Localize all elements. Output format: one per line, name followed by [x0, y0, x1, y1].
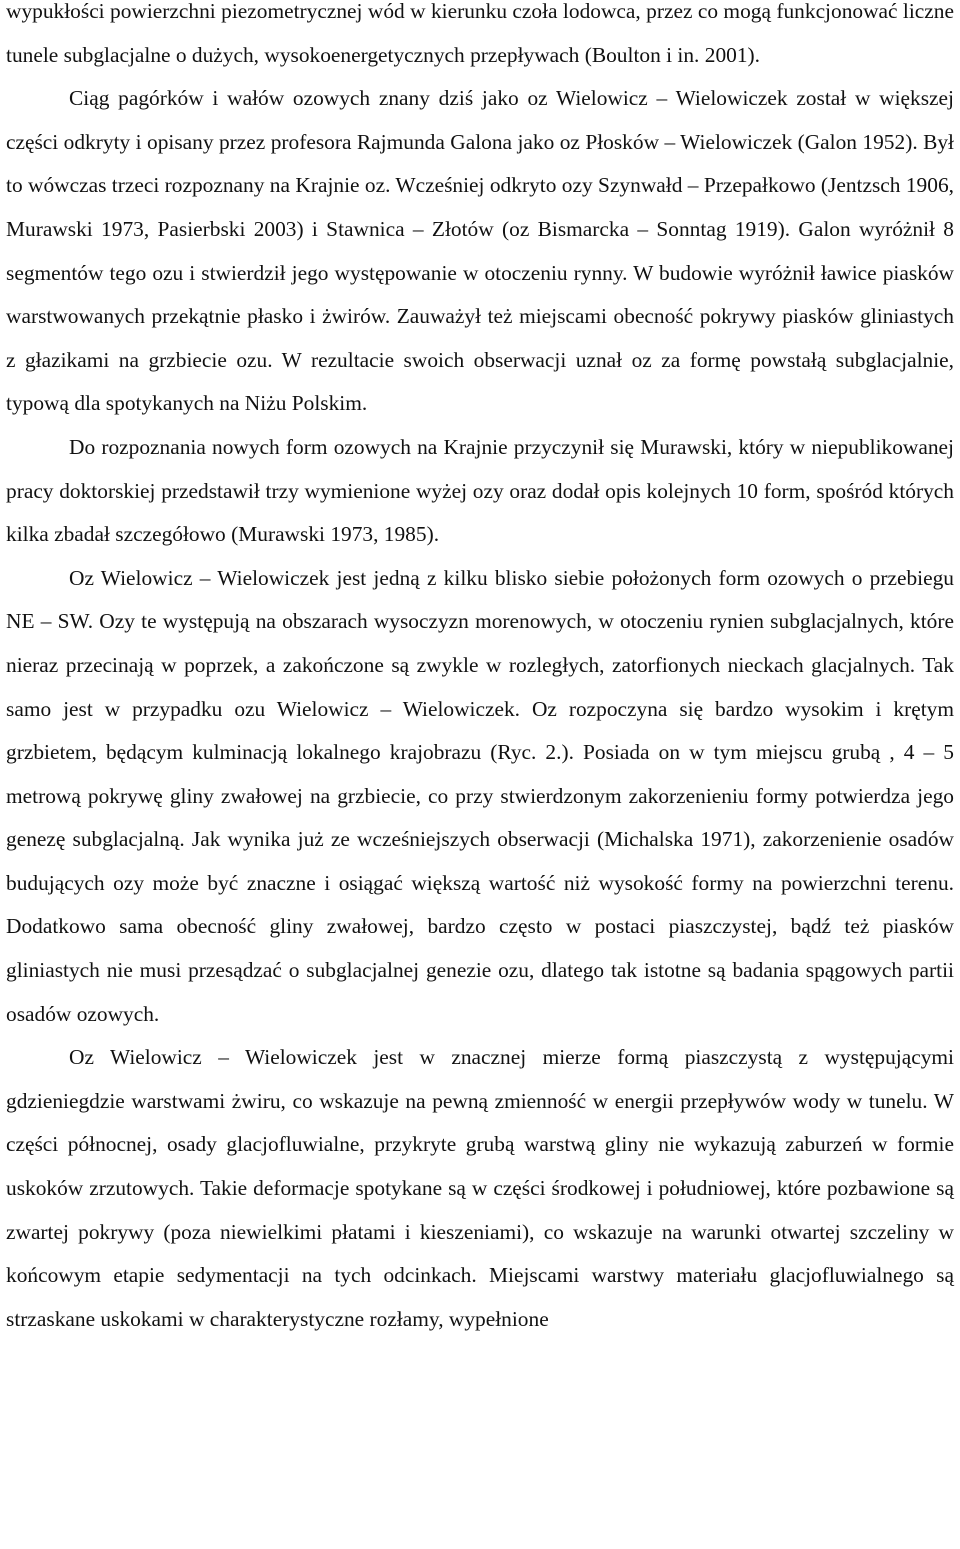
paragraph-oz-sediments: Oz Wielowicz – Wielowiczek jest w znacznej mierze formą piaszczystą z występującymi gdzieniegdzie warstwami żwiru, co wskazuje na pewną zmienność w energii przepływów wody w tunelu. W części północnej, osady glacjofluwialne, przykryte grubą warstwą gliny nie wykazują zaburzeń w formie uskoków zrzutowych. Takie deformacje spotykane są w części środkowej i południowej, które pozbawione są zwartej pokrywy (poza niewielkimi płatami i kieszeniami), co wskazuje na warunki otwartej szczeliny w końcowym etapie sedymentacji na tych odcinkach. Miejscami warstwy materiału glacjofluwialnego są strzaskane uskokami w charakterystyczne rozłamy, wypełnione	[6, 1045, 954, 1331]
paragraph-oz-description: Oz Wielowicz – Wielowiczek jest jedną z kilku blisko siebie położonych form ozowych o przebiegu NE – SW. Ozy te występują na obszarach wysoczyzn morenowych, w otoczeniu rynien subglacjalnych, które nieraz przecinają w poprzek, a zakończone są zwykle w rozległych, zatorfionych nieckach glacjalnych. Tak samo jest w przypadku ozu Wielowicz – Wielowiczek. Oz rozpoczyna się bardzo wysokim i krętym grzbietem, będącym kulminacją lokalnego krajobrazu (Ryc. 2.). Posiada on w tym miejscu grubą , 4 – 5 metrową pokrywę gliny zwałowej na grzbiecie, co przy stwierdzonym zakorzenieniu formy potwierdza jego genezę subglacjalną. Jak wynika już ze wcześniejszych obserwacji (Michalska 1971), zakorzenienie osadów budujących ozy może być znaczne i osiągać większą wartość niż wysokość formy na powierzchni terenu. Dodatkowo sama obecność gliny zwałowej, bardzo często w postaci piaszczystej, bądź też piasków gliniastych nie musi przesądzać o subglacjalnej genezie ozu, dlatego tak istotne są badania spągowych partii osadów ozowych.	[6, 565, 954, 1026]
paragraph-galon-discovery: Ciąg pagórków i wałów ozowych znany dziś jako oz Wielowicz – Wielowiczek został w większej części odkryty i opisany przez profesora Rajmunda Galona jako oz Płosków – Wielowiczek (Galon 1952). Był to wówczas trzeci rozpoznany na Krajnie oz. Wcześniej odkryto ozy Szynwałd – Przepałkowo (Jentzsch 1906, Murawski 1973, Pasierbski 2003) i Stawnica – Złotów (oz Bismarcka – Sonntag 1919). Galon wyróżnił 8 segmentów tego ozu i stwierdził jego występowanie w otoczeniu rynny. W budowie wyróżnił ławice piasków warstwowanych przekątnie płasko i żwirów. Zauważył też miejscami obecność pokrywy piasków gliniastych z głazikami na grzbiecie ozu. W rezultacie swoich obserwacji uznał oz za formę powstałą subglacjalnie, typową dla spotykanych na Niżu Polskim.	[6, 86, 954, 416]
paragraph-murawski: Do rozpoznania nowych form ozowych na Krajnie przyczynił się Murawski, który w niepublikowanej pracy doktorskiej przedstawił trzy wymienione wyżej ozy oraz dodał opis kolejnych 10 form, spośród których kilka zbadał szczegółowo (Murawski 1973, 1985).	[6, 434, 954, 547]
paragraph-continuation: wypukłości powierzchni piezometrycznej wód w kierunku czoła lodowca, przez co mogą funkcjonować liczne tunele subglacjalne o dużych, wysokoenergetycznych przepływach (Boulton i in. 2001).	[6, 0, 954, 67]
